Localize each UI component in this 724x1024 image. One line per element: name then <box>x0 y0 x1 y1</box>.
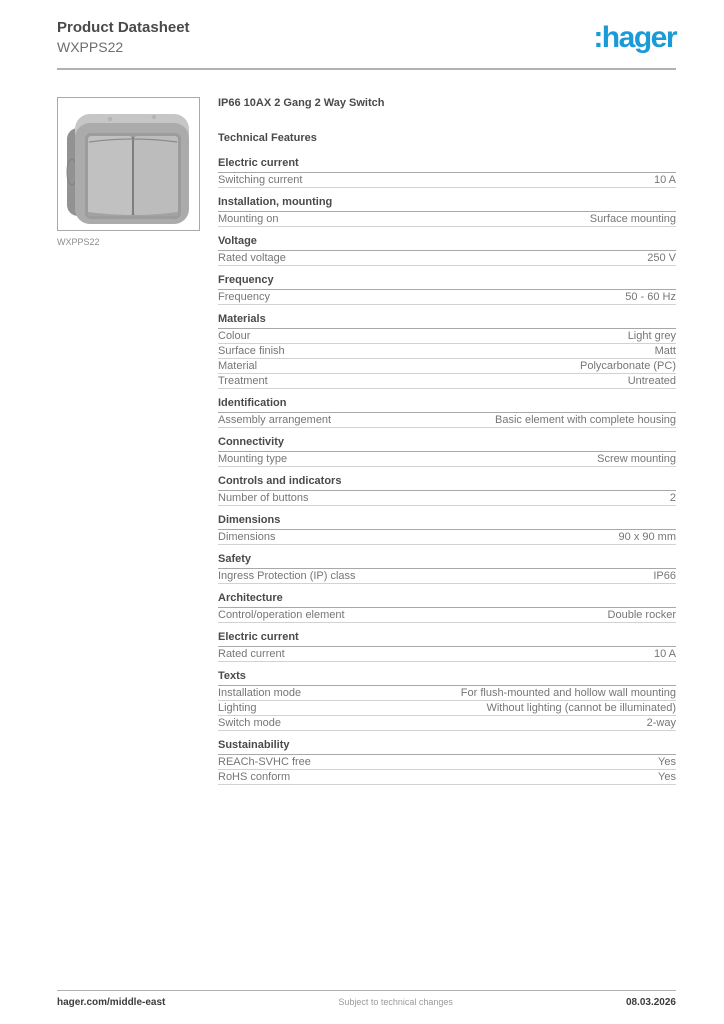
spec-row <box>218 647 676 662</box>
spec-section <box>218 670 676 731</box>
spec-label: REACh-SVHC free <box>218 756 311 768</box>
spec-label: Rated voltage <box>218 252 286 264</box>
page-footer <box>57 997 676 1008</box>
spec-label: Rated current <box>218 648 285 660</box>
spec-section <box>218 514 676 545</box>
spec-value: 2-way <box>646 717 676 729</box>
spec-section-heading: Frequency <box>218 274 676 290</box>
spec-label: RoHS conform <box>218 771 291 783</box>
product-reference: WXPPS22 <box>57 38 124 55</box>
content-area <box>57 97 676 785</box>
spec-value: Light grey <box>627 330 676 342</box>
spec-row <box>218 374 676 389</box>
spec-label: Dimensions <box>218 531 276 543</box>
spec-value: For flush-mounted and hollow wall mounting <box>460 687 676 699</box>
spec-label: Treatment <box>218 375 268 387</box>
spec-section-heading: Connectivity <box>218 436 676 452</box>
product-photo-switch-icon <box>58 98 199 230</box>
spec-section-heading: Identification <box>218 397 676 413</box>
spec-row <box>218 770 676 785</box>
spec-label: Installation mode <box>218 687 302 699</box>
spec-label: Lighting <box>218 702 257 714</box>
spec-section <box>218 397 676 428</box>
spec-value: 250 V <box>647 252 676 264</box>
spec-row <box>218 344 676 359</box>
header-divider <box>57 68 676 70</box>
spec-section-heading: Architecture <box>218 592 676 608</box>
hager-logo: :hager <box>593 21 676 54</box>
spec-value: Surface mounting <box>589 213 676 225</box>
spec-value: Without lighting (cannot be illuminated) <box>486 702 676 714</box>
footer-divider <box>57 990 676 991</box>
spec-label: Colour <box>218 330 251 342</box>
spec-value: IP66 <box>653 570 676 582</box>
spec-section <box>218 631 676 662</box>
spec-section <box>218 592 676 623</box>
spec-section <box>218 553 676 584</box>
footer-date: 08.03.2026 <box>625 997 676 1008</box>
spec-section-heading: Installation, mounting <box>218 196 676 212</box>
product-title: IP66 10AX 2 Gang 2 Way Switch <box>218 97 385 109</box>
spec-section-heading: Voltage <box>218 235 676 251</box>
spec-section <box>218 475 676 506</box>
product-image-column <box>57 97 202 247</box>
spec-value: Basic element with complete housing <box>495 414 676 426</box>
spec-row <box>218 755 676 770</box>
footer-disclaimer: Subject to technical changes <box>338 997 453 1007</box>
spec-label: Control/operation element <box>218 609 345 621</box>
spec-section-heading: Texts <box>218 670 676 686</box>
spec-value: 2 <box>669 492 676 504</box>
spec-row <box>218 530 676 545</box>
spec-section <box>218 235 676 266</box>
spec-row <box>218 413 676 428</box>
spec-label: Switch mode <box>218 717 281 729</box>
spec-label: Mounting on <box>218 213 279 225</box>
spec-row <box>218 491 676 506</box>
spec-label: Assembly arrangement <box>218 414 332 426</box>
spec-row <box>218 608 676 623</box>
spec-label: Switching current <box>218 174 303 186</box>
spec-section-heading: Controls and indicators <box>218 475 676 491</box>
spec-row <box>218 251 676 266</box>
spec-section-heading: Electric current <box>218 631 676 647</box>
technical-sections <box>218 157 676 785</box>
spec-label: Number of buttons <box>218 492 309 504</box>
spec-label: Frequency <box>218 291 270 303</box>
spec-row <box>218 212 676 227</box>
spec-value: Double rocker <box>607 609 676 621</box>
spec-row <box>218 452 676 467</box>
spec-section-heading: Dimensions <box>218 514 676 530</box>
technical-features-heading: Technical Features <box>218 132 317 144</box>
spec-section <box>218 436 676 467</box>
spec-section <box>218 313 676 389</box>
spec-value: 50 - 60 Hz <box>625 291 676 303</box>
spec-row <box>218 716 676 731</box>
spec-value: Matt <box>654 345 676 357</box>
spec-value: Polycarbonate (PC) <box>580 360 676 372</box>
spec-row <box>218 173 676 188</box>
spec-row <box>218 359 676 374</box>
spec-value: Untreated <box>627 375 676 387</box>
spec-row <box>218 569 676 584</box>
spec-section-heading: Electric current <box>218 157 676 173</box>
spec-value: Yes <box>658 771 676 783</box>
spec-section-heading: Sustainability <box>218 739 676 755</box>
spec-value: 10 A <box>653 174 676 186</box>
spec-row <box>218 329 676 344</box>
product-image-frame <box>57 97 200 231</box>
spec-value: Screw mounting <box>597 453 676 465</box>
header-title-block <box>57 19 190 56</box>
spec-label: Mounting type <box>218 453 288 465</box>
spec-label: Ingress Protection (IP) class <box>218 570 356 582</box>
spec-section <box>218 739 676 785</box>
spec-label: Surface finish <box>218 345 285 357</box>
spec-value: 90 x 90 mm <box>618 531 676 543</box>
spec-label: Material <box>218 360 258 372</box>
page-header <box>57 19 676 56</box>
spec-section-heading: Safety <box>218 553 676 569</box>
footer-website: hager.com/middle-east <box>57 997 166 1008</box>
spec-section <box>218 157 676 188</box>
spec-section <box>218 274 676 305</box>
page-title: Product Datasheet <box>57 19 190 36</box>
spec-section <box>218 196 676 227</box>
spec-section-heading: Materials <box>218 313 676 329</box>
spec-row <box>218 290 676 305</box>
spec-row <box>218 701 676 716</box>
product-image-caption: WXPPS22 <box>57 237 100 247</box>
spec-row <box>218 686 676 701</box>
spec-value: Yes <box>658 756 676 768</box>
technical-data-column <box>218 97 676 785</box>
spec-value: 10 A <box>653 648 676 660</box>
